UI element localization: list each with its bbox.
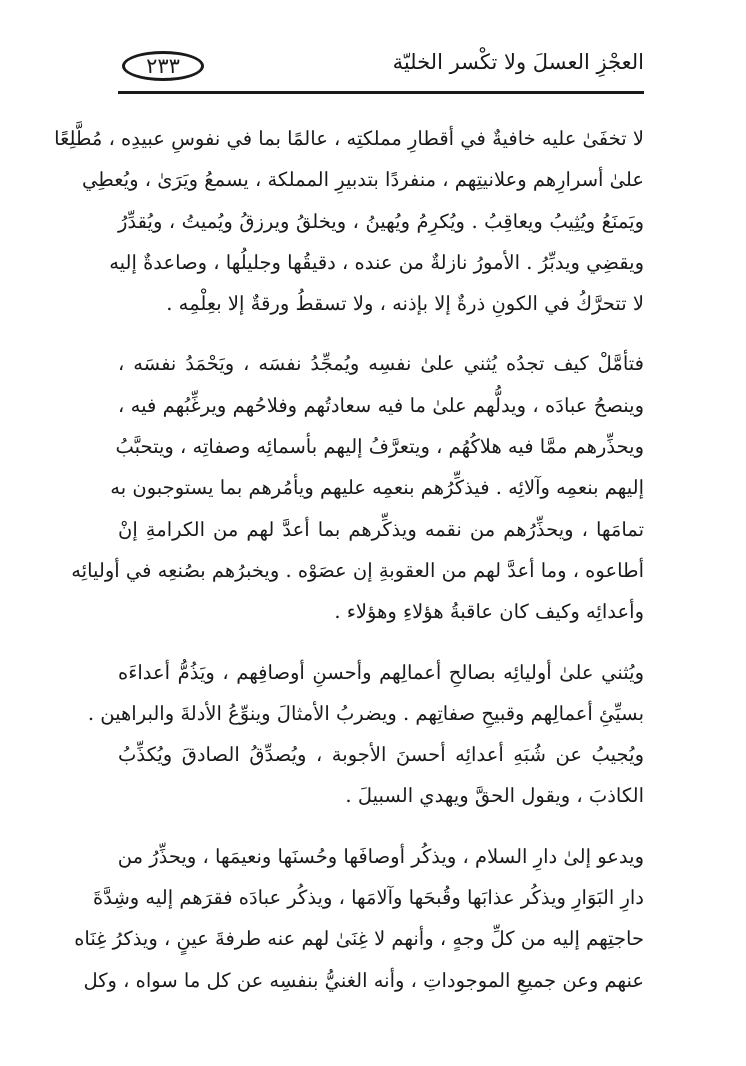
paragraph-spacer bbox=[118, 633, 644, 652]
text-line: عنهم وعن جميعِ الموجوداتِ ، وأنه الغنيُّ بنفسِه عن كل ما سواه ، وكل bbox=[83, 968, 644, 992]
text-line: وينصحُ عبادَه ، ويدلُّهم علىٰ ما فيه سعادتُهم وفلاحُهم ويرغِّبُهم فيه ، bbox=[118, 393, 644, 417]
text-line: الكاذبَ ، ويقول الحقَّ ويهدي السبيلَ . bbox=[345, 784, 644, 808]
text-line: علىٰ أسرارِهم وعلانيتِهم ، منفردًا بتدبيرِ المملكة ، يسمعُ ويَرَىٰ ، ويُعطِي bbox=[82, 168, 644, 192]
text-line: فتأمَّلْ كيف تجدُه يُثني علىٰ نفسِه ويُمجِّدُ نفسَه ، ويَحْمَدُ نفسَه ، bbox=[118, 352, 644, 376]
text-line: لا تتحرَّكُ في الكونِ ذرةٌ إلا بإذنه ، ولا تسقطُ ورقةٌ إلا بعِلْمِه . bbox=[166, 292, 644, 316]
text-line: ويُجيبُ عن شُبَهِ أعدائِه أحسنَ الأجوبة ، ويُصدِّقُ الصادقَ ويُكذِّبُ bbox=[118, 743, 644, 767]
text-line: إليهم بنعمِه وآلائِه . فيذكِّرُهم بنعمِه عليهم ويأمُرهم بما يستوجبون به bbox=[110, 476, 644, 500]
text-line: بسيِّئِ أعمالِهم وقبيحِ صفاتِهم . ويضربُ الأمثالَ وينوِّعُ الأدلةَ والبراهين . bbox=[87, 701, 644, 725]
page-number: ٢٣٣ bbox=[122, 51, 204, 81]
page-header bbox=[118, 44, 644, 96]
text-line: ويُثني علىٰ أوليائِه بصالحِ أعمالِهم وأحسنِ أوصافِهم ، ويَذُمُّ أعداءَه bbox=[118, 660, 644, 684]
body-text bbox=[54, 118, 644, 1001]
text-line: ويحذِّرهم ممَّا فيه هلاكُهُم ، ويتعرَّفُ إليهم بأسمائِه وصفاتِه ، ويتحبَّبُ bbox=[115, 435, 644, 459]
text-line: دارِ البَوَارِ ويذكُر عذابَها وقُبحَها وآلامَها ، ويذكُر عبادَه فقرَهم إليه وشِدَّةَ bbox=[93, 886, 644, 910]
text-line: حاجتِهم إليه من كلِّ وجهٍ ، وأنهم لا غِنَىٰ لهم عنه طرفةَ عينٍ ، ويذكرُ غِنَاه bbox=[74, 927, 644, 951]
text-line: ويَمنَعُ ويُثِيبُ ويعاقِبُ . ويُكرِمُ ويُهينُ ، ويخلقُ ويرزقُ ويُميتُ ، ويُقدِّرُ bbox=[118, 209, 644, 233]
text-line: أطاعوه ، وما أعدَّ لهم من العقوبةِ إن عصَوْه . ويخبرُهم بصُنعِه في أوليائِه bbox=[71, 558, 644, 582]
paragraph-4 bbox=[74, 836, 644, 1001]
header-divider bbox=[118, 91, 644, 94]
running-title: العجْزِ العسلَ ولا تكْسر الخليّة bbox=[392, 50, 644, 74]
text-line: تمامَها ، ويحذِّرُهم من نقمه ويذكِّرهم بما أعدَّ لهم من الكرامةِ إنْ bbox=[118, 517, 644, 541]
paragraph-1 bbox=[54, 118, 644, 324]
paragraph-3 bbox=[87, 652, 644, 817]
paragraph-2 bbox=[71, 343, 644, 632]
paragraph-spacer bbox=[118, 817, 644, 836]
text-line: ويدعو إلىٰ دارِ السلام ، ويذكُر أوصافَها وحُسنَها ونعيمَها ، ويحذِّرُ من bbox=[117, 844, 644, 868]
text-line: ويقضِي ويدبِّرُ . الأمورُ نازلةٌ من عنده ، دقيقُها وجليلُها ، وصاعدةٌ إليه bbox=[109, 250, 644, 274]
text-line: وأعدائِه وكيف كان عاقبةُ هؤلاءِ وهؤلاء . bbox=[334, 600, 644, 624]
text-line: لا تخفَىٰ عليه خافيةٌ في أقطارِ مملكتِه ، عالمًا بما في نفوسِ عبيدِه ، مُطَّلِعًا bbox=[54, 127, 644, 150]
paragraph-spacer bbox=[118, 324, 644, 343]
